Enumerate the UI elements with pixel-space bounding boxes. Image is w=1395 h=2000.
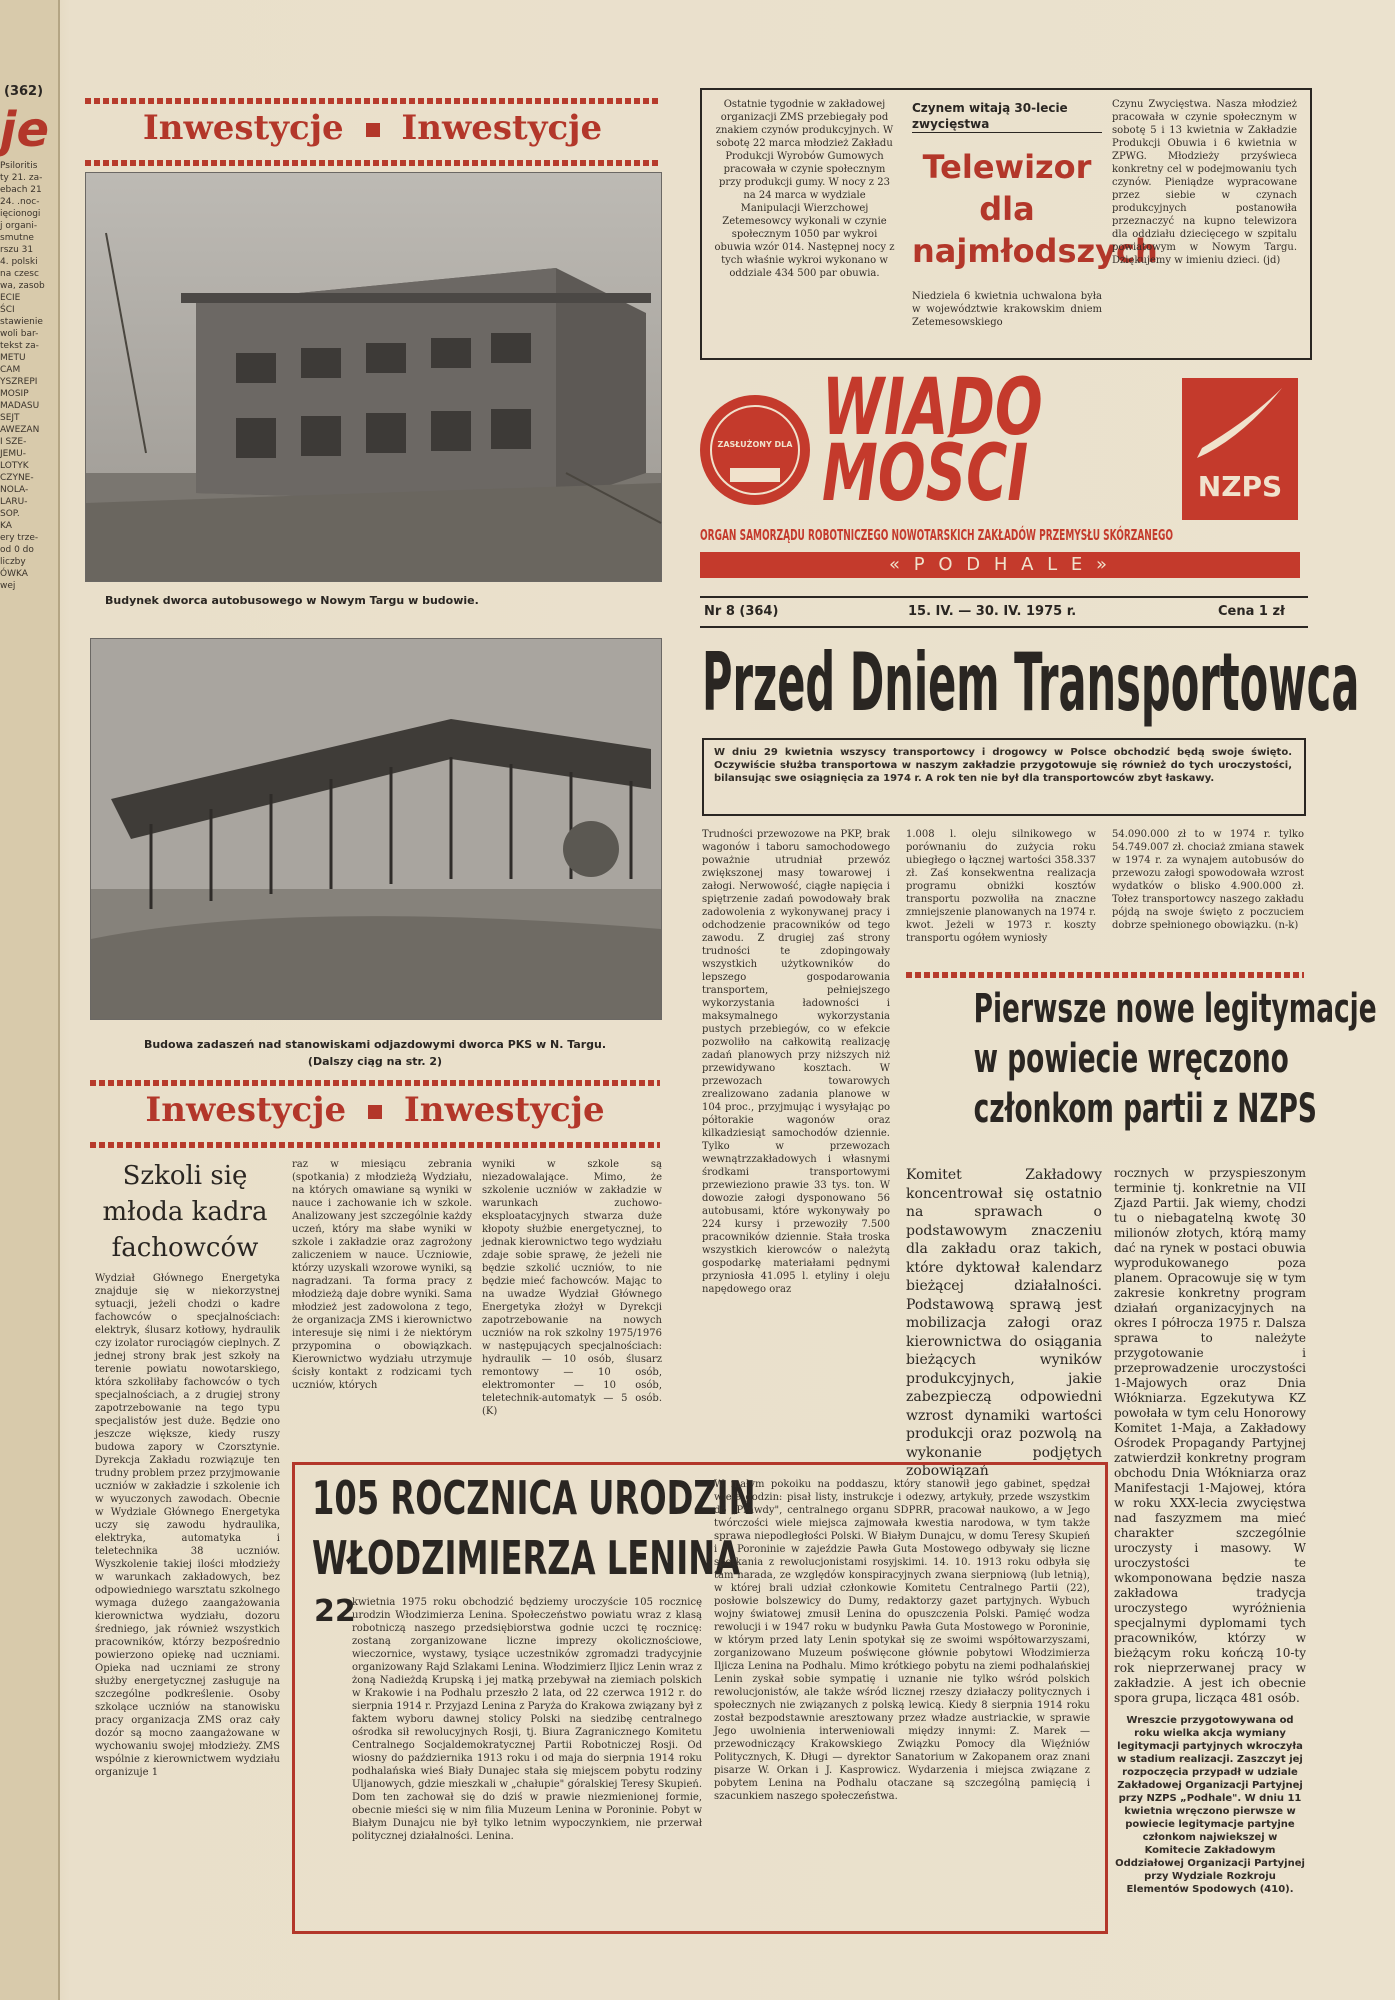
masthead-title-line2: MOŚCI [822,429,1029,519]
previous-page-fragment: LOTYK [0,461,29,471]
headline-rule-bottom [85,160,660,166]
previous-page-fragment: tekst za- [0,341,39,351]
issue-rule-top [700,596,1308,598]
previous-page-fragment: Psiloritis [0,161,38,171]
headline-rule-top [85,98,660,104]
feather-icon [1182,378,1298,468]
legitymacje-headline-line2: w powiecie wręczono [973,1036,1289,1082]
continuation-note: (Dalszy ciąg na str. 2) [307,1055,443,1068]
previous-page-fragment: ÓWKA [0,569,28,579]
transport-col2: 1.008 l. oleju silnikowego w porównaniu do zużycia roku ubiegłego o łącznej wartości 358.337 zł. Zaś konsekwentna realizacja programu obniżki kosztów transportu pozwoliła na znaczne zmniejszenie planowanych na 1974 r. kwot. Jeżeli w 1973 r. koszty transportu ogółem wyniosły [906,829,1096,944]
previous-page-fragment: JEMU- [0,449,26,459]
previous-page-fragment: 24. .noc- [0,197,40,207]
previous-page-fragment: od 0 do [0,545,34,555]
masthead [700,363,1300,520]
previous-page-fragment: SOP. [0,509,20,519]
previous-page-fragment: ECIE [0,293,21,303]
previous-page-fragment: KA [0,521,12,531]
emblem-text: ZASŁUŻONY DLA [717,440,793,449]
previous-page-fragment: ery trze- [0,533,39,543]
previous-page-fragment: METU [0,353,26,363]
square-bullet-icon [368,1105,382,1119]
previous-page-fragment: YSZREPI [0,377,38,387]
photo2-caption-text: Budowa zadaszeń nad stanowiskami odjazdowymi dworca PKS w N. Targu. [143,1038,607,1051]
article-szkoli-col2: raz w miesiącu zebrania (spotkania) z młodzieżą Wydziału, na których omawiane są wyniki w nauce i zachowanie ich w szkole. Analizowany jest szczególnie każdy uczeń, który ma słabe wyniki w szkole i zakładzie oraz zagrożony zaliczeniem w nauce. Uczniowie, którzy uzyskali wzorowe wyniki, są nagradzani. Ta forma pracy z młodzieżą daje dobre wyniki. Sama młodzież jest zadowolona z tego, że organizacja ZMS i kierownictwo interesuje się nimi i że niektórym przypomina o obowiązkach. Kierownictwo wydziału utrzymuje ścisły kontakt z rodzicami tych uczniów, których [292,1159,472,1391]
nzps-badge [1182,378,1298,520]
previous-page-fragment: I SZE- [0,437,27,447]
nzps-badge-text: NZPS [1197,470,1283,503]
transport-headline: Przed Dniem Transportowca [702,636,1360,729]
issue-rule-bottom [700,626,1308,628]
lenin-col1: kwietnia 1975 roku obchodzić będziemy uroczyście 105 rocznicę urodzin Włodzimierza Lenina. Społeczeństwo powiatu wraz z klasą robotniczą naszego przedsiębiorstwa godnie uczci tę rocznicę: zostaną zorganizowane liczne imprezy okolicznościowe, wieczornice, wystawy, tysiące uczestników zgromadzi tradycyjnie organizowany Rajd Szlakami Lenina. Włodzimierz Iljicz Lenin wraz z żoną Nadieżdą Krupską i jej matką przebywał na ziemiach polskich w Krakowie i na Podhalu przeszło 2 lata, od 22 czerwca 1912 r. do sierpnia 1914 r. Przyjazd Lenina z Paryża do Krakowa związany był z faktem wyboru dawnej stolicy Polski na siedzibę centralnego ośrodka sił rewolucyjnych Rosji, tj. Biura Zagranicznego Komitetu Centralnego Socjaldemokratycznej Partii Robotniczej Rosji. Od wiosny do października 1913 roku i od maja do sierpnia 1914 roku podhalańska wieś Biały Dunajec stała się miejscem pobytu rodziny Uljanowych, gdzie mieszkali w „chałupie" góralskiej Teresy Skupień. Dom ten zachował się do dziś w prawie niezmienionej formie, obecnie mieści się w nim filia Muzeum Lenina w Poroninie. Pobyt w Białym Dunajcu nie był tylko letnim wypoczynkiem, nie przerwał politycznej działalności. Lenina. [352,1597,702,1842]
telewizor-kicker: Czynem witają 30-lecie zwycięstwa [912,100,1102,133]
previous-page-fragment: NOLA- [0,485,29,495]
previous-page-fragment: 4. polski [0,257,38,267]
masthead-subtitle-text: ORGAN SAMORZĄDU ROBOTNICZEGO NOWOTARSKICH ZAKŁADÓW PRZEMYSŁU SKÓRZANEGO [700,526,1174,544]
previous-page-fragment: rszu 31 [0,245,34,255]
headline-word: Inwestycje [142,108,344,148]
headline-word: Inwestycje [145,1090,347,1130]
bus-station-photo [85,172,662,582]
headline-word: Inwestycje [401,108,603,148]
previous-page-fragment: SEJT [0,413,20,423]
lenin-col2: W małym pokoiku na poddaszu, który stanowił jego gabinet, spędzał wiele godzin: pisał listy, instrukcje i odezwy, artykuły, przede wszystkim do „Prawdy", centralnego organu SDPRR, pracował naukowo, a w Jego twórczości wiele miejsca zajmowała kwestia narodowa, w tym także sprawa niepodległości Polski. W Białym Dunajcu, w domu Teresy Skupień i w Poroninie w zajeździe Pawła Guta Mostowego odbywały się liczne spotkania z rewolucjonistami rosyjskimi. 14. 10. 1913 roku odbyła się tam narada, ze względów konspiracyjnych zwana sierpniową (lub letnią), w której brali udział członkowie Komitetu Centralnego Partii (22), posłowie bolszewicy do Dumy, redaktorzy gazet partyjnych. Wybuch wojny światowej zmusił Lenina do opuszczenia Polski. Pamięć wodza rewolucji i w 1947 roku w budynku Pawła Guta Mostowego w Poroninie, w którym przed laty Lenin spotykał się ze swoimi współtowarzyszami, zorganizowano Muzeum poświęcone głównie pobytowi Włodzimierza Iljicza Lenina na Podhalu. Mimo krótkiego pobytu na ziemi podhalańskiej Lenin zyskał sobie sympatię i uznanie nie tylko wśród polskich rewolucjonistów, ale także wśród licznej rzeszy działaczy politycznych i społecznych nie związanych z polską lewicą. Kiedy 8 sierpnia 1914 roku został bezpodstawnie aresztowany przez władze austriackie, w sprawie Jego uwolnienia interweniowali między innymi: Z. Marek — przewodniczący Krakowskiego Związku Pomocy dla Więźniów Politycznych, K. Długi — dyrektor Sanatorium w Zakopanem oraz znani pisarze W. Orkan i J. Kasprowicz. Wydarzenia i miejsca związane z pobytem Lenina na Podhalu otaczane są szczególną pamięcią i szacunkiem naszego społeczeństwa. [714,1479,1090,1802]
previous-page-fragment: CAM [0,365,21,375]
previous-page-fragment: ebach 21 [0,185,42,195]
transport-lead: W dniu 29 kwietnia wszyscy transportowcy i drogowcy w Polsce obchodzić będą swoje święto. Oczywiście służba transportowa w naszym zakładzie przygotowuje się również do tych uroczystości, bilansując swe osiągnięcia za 1974 r. A rok ten nie był dla transportowców zbyt łaskawy. [714,747,1292,784]
previous-page-fragment: AWEZAN [0,425,40,435]
previous-page-fragment: MOSIP [0,389,29,399]
previous-page-fragment: j organi- [0,221,38,231]
article-szkoli-col1: Wydział Głównego Energetyka znajduje się w niekorzystnej sytuacji, jeżeli chodzi o kadre fachowców o specjalnościach: elektryk, ślusarz kotłowy, hydraulik czy izolator rurociągów cieplnych. Z jednej strony brak jest szkoły na terenie powiatu nowotarskiego, która szkoliłaby fachowców o tych specjalnościach, a z drugiej strony zapotrzebowanie na tego typu specjalistów jest duże. Będzie ono jeszcze większe, kiedy ruszy budowa zapory w Czorsztynie. Dyrekcja Zakładu rozwiązuje ten trudny problem przez przyjmowanie uczniów w zakładzie i szkolenie ich w wyuczonych zawodach. Obecnie w Wydziale Głównego Energetyka uczy się zawodu hydraulika, elektryka, automatyka i teletechnika 38 uczniów. Wyszkolenie takiej ilości młodzieży w warunkach zakładowych, bez odpowiedniego warsztatu szkolnego wymaga dużego zaangażowania kierownictwa wydziału, dozoru średniego, jak również wszystkich pracowników, którzy bezpośrednio powierzono opiekę nad uczniami. Opieka nad uczniami ze strony służby energetycznej zasługuje na szczególne podkreślenie. Osoby szkolące uczniów na stanowisku pracy organizacja ZMS oraz cały dozór są mocno zaangażowane w wychowaniu swojej młodzieży. ZMS wspólnie z kierownictwem wydziału organizuje 1 [95,1273,280,1778]
article-szkoli-col3: wyniki w szkole są niezadowalające. Mimo, że szkolenie uczniów w zakładzie w warunkach zuchowo-eksploatacyjnych stwarza duże kłopoty służbie energetycznej, to jednak kierownictwo tego wydziału zdaje sobie sprawę, że jeżeli nie będzie szkolić uczniów, to nie będzie mieć fachowców. Mając to na uwadze Wydział Głównego Energetyka złożył w Dyrekcji zapotrzebowanie na nowych uczniów na rok szkolny 1975/1976 w następujących specjalnościach: hydraulik — 10 osób, ślusarz remontowy — 10 osób, elektromonter — 10 osób, teletechnik-automatyk — 5 osób. (K) [482,1159,662,1417]
bus-station-building-image [86,173,661,581]
previous-page-fragment: wa, zasob [0,281,45,291]
telewizor-col1: Ostatnie tygodnie w zakładowej organizacji ZMS przebiegały pod znakiem czynów produkcyjnych. W sobotę 22 marca młodzież Zakładu Produkcji Wyrobów Gumowych pracowała w czynie społecznym przy produkcji gumy. W nocy z 23 na 24 marca w wydziale Manipulacji Wierzchowej Zetemesowcy wykonali w czynie społecznym 1050 par wykroi obuwia wzór 014. Następnej nocy z tych właśnie wykroi wykonano w oddziale 434 500 par obuwia. [714,99,895,279]
previous-page-fragment: ty 21. za- [0,173,43,183]
previous-page-fragment: LARU- [0,497,28,507]
previous-page-fragment: je [0,102,50,158]
previous-page-fragments [0,100,56,2000]
headline-inwestycje [85,108,660,148]
previous-page-fragment: stawienie [0,317,43,327]
previous-page-fragment: smutne [0,233,34,243]
podhale-text: « P O D H A L E » [889,554,1111,575]
legitymacje-headline [906,984,1377,1134]
transport-col3: 54.090.000 zł to w 1974 r. tylko 54.749.007 zł. chociaż zmiana stawek w 1974 r. za wynajem autobusów do przewozu załogi spowodowała wzrost wydatków o blisko 4.900.000 zł. Tołez transportowcy naszego zakładu pójdą na swoje święto z poczuciem dobrze spełnionego obowiązku. (n-k) [1112,829,1304,931]
page-number: (362) [4,84,44,99]
lenin-headline-line2: WŁODZIMIERZA LENINA [312,1531,741,1585]
masthead-subtitle [700,526,1300,544]
telewizor-col3: Czynu Zwycięstwa. Nasza młodzież pracowała w czynie społecznym w sobotę 5 i 13 kwietnia w Zakładzie Produkcji Obuwia i 6 kwietnia w ZPWG. Młodzieży przyświeca konkretny cel w podejmowaniu tych czynów. Pieniądze wypracowane przez siebie w czynach produkcyjnych postanowiła przeznaczyć na kupno telewizora dla oddziału dziecięcego w szpitalu powiatowym w Nowym Targu. Dziękujemy w imieniu dzieci. (jd) [1112,99,1297,266]
legitymacje-col2: rocznych w przyspieszonym terminie tj. konkretnie na VII Zjazd Partii. Jak wiemy, chodzi tu o niebagatelną kwotę 30 milionów złotych, którą mamy dać na rynek w postaci obuwia wyprodukowanego poza planem. Opracowuje się w tym zakresie konkretny program działań organizacyjnych na okres I półrocza 1975 r. Dalsza sprawa to należyte przygotowanie i przeprowadzenie uroczystości 1-Majowych oraz Dnia Włókniarza. Egzekutywa KZ powołała w tym celu Honorowy Komitet 1-Maja, a Zakładowy Ośrodek Propagandy Partyjnej zatwierdził konkretny program obchodu Dnia Włókniarza oraz Manifestacji 1-Majowej, która w roku XXX-lecia zwycięstwa nad faszyzmem ma mieć charakter szczególnie uroczysty i masowy. W uroczystości te wkomponowana będzie nasza zakładowa tradycja uroczystego wyróżnienia specjalnymi dyplomami tych pracowników, którzy w bieżącym roku kończą 10-ty rok nieprzerwanej pracy w zakładzie. A jest ich obecnie spora grupa, licząca 481 osób. [1114,1166,1306,1705]
previous-page-fragment: wej [0,581,16,591]
previous-page-fragment: ŚCI [0,305,15,315]
legitymacje-col2-bold: Wreszcie przygotowywana od roku wielka akcja wymiany legitymacji partyjnych wkroczyła w stadium realizacji. Zaszczyt jej rozpoczęcia przypadł w udziale Zakładowej Organizacji Partyjnej przy NZPS „Podhale". W dniu 11 kwietnia wręczono pierwsze w powiecie legitymacje partyjne członkom najwiekszej w Komitecie Zakładowym Oddziałowej Organizacji Partyjnej przy Wydziale Rozkroju Elementów Spodowych (410). [1115,1715,1305,1895]
headline2-rule-bottom [90,1142,660,1148]
pks-canopy-photo [90,638,662,1020]
transport-col1: Trudności przewozowe na PKP, brak wagonów i taboru samochodowego poważnie utrudniał przewóz zwiększonej masy towarowej i załogi. Nerwowość, ciągłe napięcia i spiętrzenie zadań powodowały brak zadowolenia z wykonywanej pracy i odchodzenie pracowników od tego zawodu. Z drugiej zaś strony trudności te zdopingowały wszystkich użytkowników do lepszego gospodarowania transportem, pełniejszego wykorzystania ładowności i maksymalnego wykorzystania pustych przebiegów, co w efekcie pozwoliło na całkowitą realizację zadań planowych przy niższych niż przewidywano kosztach. W przewozach towarowych zrealizowano zadania planowe w 104 proc., przyjmując i wysyłając po półtorakie wagonów oraz kilkadziesiąt samochodów dziennie. Tylko w przewozach wewnątrzzakładowych i własnymi środkami transportowymi przewieziono prawie 33 tys. ton. W dowozie załogi dysponowano 56 autobusami, które wykonywały po 224 kursy i przewoziły 7.500 pracowników dziennie. Stała troska wszystkich kierowców o należytą gospodarkę materiałami pędnymi przyniosła 41.095 l. etyliny i oleju napędowego oraz [702,829,890,1295]
legitymacje-headline-line1: Pierwsze nowe legitymacje [973,986,1377,1032]
issue-number: Nr 8 (364) [704,604,779,619]
headline2-inwestycje [90,1090,660,1130]
headline-word: Inwestycje [403,1090,605,1130]
article-title-szkoli: Szkoli się młoda kadra fachowców [102,1161,268,1263]
previous-page-fragment: CZYNE- [0,473,34,483]
issue-price: Cena 1 zł [1218,604,1285,619]
lenin-headline-line1: 105 ROCZNICA URODZIN [312,1471,756,1525]
legitymacje-headline-line3: członkom partii z NZPS [973,1086,1317,1132]
previous-page-fragment: liczby [0,557,26,567]
previous-page-fragment: ięcionogi [0,209,41,219]
previous-page-fragment: na czesc [0,269,39,279]
legitymacje-rule [906,972,1304,978]
photo1-caption: Budynek dworca autobusowego w Nowym Targu w budowie. [105,594,479,607]
previous-page-fragment: MADASU [0,401,40,411]
telewizor-title: Telewizor dla najmłodszych [912,148,1158,270]
headline2-rule-top [90,1080,660,1086]
square-bullet-icon [366,123,380,137]
canopy-construction-image [91,639,661,1019]
previous-page-fragment: woli bar- [0,329,39,339]
masthead-title-line1: WIADO [822,363,1043,453]
legitymacje-col1: Komitet Zakładowy koncentrował się ostatnio na sprawach o podstawowym znaczeniu dla zakładu oraz takich, które dyktował kalendarz bieżącej działalności. Podstawową sprawą jest mobilizacja załogi oraz kierownictwa do osiągania bieżących wyników produkcyjnych, jakie zabezpieczą odpowiedni wzrost dynamiki wartości produkcji oraz pozwolą na wykonanie podjętych zobowiązań [906,1167,1102,1479]
telewizor-col2: Niedziela 6 kwietnia uchwalona była w województwie krakowskim dniem Zetemesowskiego [912,291,1102,328]
photo2-caption [90,1036,660,1070]
lenin-dropcap: 22 [314,1594,356,1629]
issue-date: 15. IV. — 30. IV. 1975 r. [908,604,1077,619]
